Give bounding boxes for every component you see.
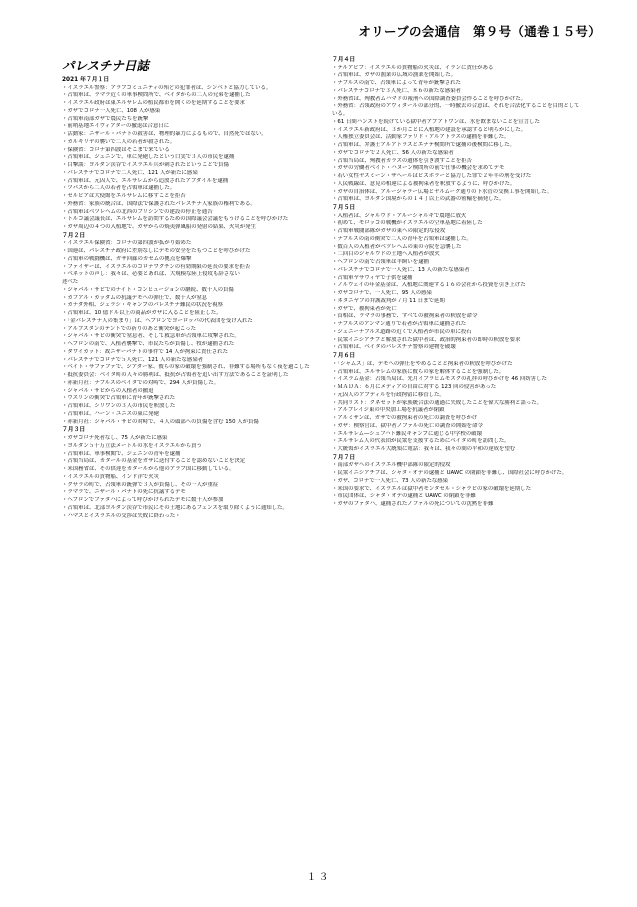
diary-entry: 述べた — [62, 279, 79, 286]
diary-entry: ・パレスチナでコロナで５人死亡、121 人の新たな感染者 — [62, 356, 204, 363]
left-column — [62, 76, 320, 520]
right-column — [332, 56, 582, 509]
diary-entry: ・ジェニーナブルス道路の近くで入植者が市民の車に投石 — [332, 328, 472, 335]
diary-entry: ・ラマラで、ニザール・バナトの死に抗議するデモ — [62, 489, 186, 496]
diary-entry: ・赤新月社：ナブルスのベイタでの対峙で、294 人が負傷した。 — [62, 379, 220, 386]
diary-entry: ・イスラエル新政府は、３か月ごとに入植地の建設を承認すると明らかにした。 — [332, 126, 527, 133]
diary-entry: ・占領軍は、ベイタのパレスチナ警察の建物を破壊 — [332, 344, 456, 351]
diary-entry: ・ベイト・サファファで、ジアダー家、彼らの家の破壊を強制され、非難する場所もなく夜を過ごした — [62, 364, 310, 371]
diary-entry: ・初めて、モロッコの戦機がイスラエルの空軍基地に着陸した — [332, 220, 483, 227]
diary-entry: ・ガザの労働者ベイト・ハヌーン検問所の前で仕事の機会を求めてデモ — [332, 165, 505, 172]
diary-entry: ・占領軍の戦闘機は、ガザ回廊のカセムの拠点を爆撃 — [62, 255, 192, 262]
date-heading: 2021 年７月１日 — [62, 77, 110, 83]
diary-entry: ・占領軍は、ラマラ近くの軍事検問所で、ベイタからの二人の兄弟を逮捕した — [62, 92, 251, 99]
date-heading: ７月５日 — [332, 205, 356, 212]
diary-entry: ・占領軍ヤサウィヤで子供を逮捕 — [332, 274, 413, 281]
diary-entry: ・ガザのファタハ、逮捕されたノファルの死についての沈黙を非難 — [332, 501, 494, 508]
diary-entry: ・外務省：占領政府のアヴィタールの部分的、一時撤去の合意は、それを合法化することを目的としている。 — [332, 103, 580, 118]
diary-entry: ・パレスチナでコロナで一人死亡、13 人の新たな感染者 — [332, 266, 470, 273]
diary-entry: ・占領軍は、ジェニンで、車に発砲したという口実で３人の市民を逮捕 — [62, 154, 235, 161]
diary-entry: ・人民戦線は、意見の相違による被拘束者を釈放するように、呼びかけた。 — [332, 180, 516, 187]
diary-entry: ・大統領がイスラエル大統領に電話：我々は、我々の間の平和の達成を望む — [332, 446, 516, 453]
diary-entry: ・占領軍は、北部ヨルダン渓谷で市民にその土地にあるフェンスを取り除くように通知した。 — [62, 504, 288, 511]
diary-entry: ・外務省は、殉教者ムハマドの報刑への国際調査委員会作ることを呼びかけた。 — [332, 95, 527, 102]
date-heading: ７月２日 — [62, 232, 86, 239]
diary-entry: ・南部ガザへのイスラエル機甲部隊の限定的侵攻 — [332, 462, 451, 469]
diary-entry: ・エルサレム―シュフハト難民キャンプに通じる中学校の破壊 — [332, 430, 482, 437]
diary-entry: ・占領軍は、ハーン・ユニスの東に発砲 — [62, 410, 159, 417]
diary-entry: ・ファイザーは、イスラエルのコロナワクチンの有効期限の延長の要求を拒否 — [62, 263, 251, 270]
diary-entry: ・ヘブロンの南で占領軍は羊飼いを逮捕 — [332, 259, 429, 266]
diary-entry: ・国連は、パレスチナ政府に差別なしにデモの安全をたもつことを呼びかけた — [62, 248, 251, 255]
diary-entry: ・赤新月社：ジャバル・サビの対峙で、４人の頭部への負傷を含む 150 人が負傷 — [62, 418, 259, 425]
diary-entry: ・若い女性ヤスミーン・ザヘールはビズボラーと協力した罪で２年半の刑を受けた — [332, 173, 532, 180]
diary-entry: ・占領軍は、ヨルダン国境からの１４丁以上の武器の密輸を摘発した。 — [332, 196, 505, 203]
diary-entry: ・ネタニヤフの弁護裁判が７月 11 日まで延期 — [332, 297, 445, 304]
diary-entry: ・占領軍は、弁護士アルアトラスとエナテ検問所で逮捕の後検問に移した。 — [332, 142, 515, 149]
diary-entry: ・市民団体は、シャタ・オデの逮捕と UAWC の閉鎖を非難 — [332, 493, 476, 500]
diary-entry: ・ベネットの声し：我々は、必要とあれば、大規模な陸上侵攻も辞さない — [62, 271, 240, 278]
date-heading: ７月７日 — [332, 454, 356, 461]
diary-entry: ・二回目のジャルウドの土地へ入植者が放火 — [332, 251, 440, 258]
diary-entry: ・アルブレイジ東の中央加工場を抗議者が閉鎖 — [332, 407, 445, 414]
diary-entry: ・ナブルスのアンマン通りで若者が占領軍に逮捕された — [332, 321, 467, 328]
date-heading: ７月６日 — [332, 353, 356, 360]
diary-entry: ・カナダ外相、ジェラシ・キャンプのパレスチナ難民の状況を視察 — [62, 302, 224, 309]
diary-entry: ・占領当局は、カタールの基金をガザに送付することを認めないことを決定 — [62, 458, 246, 465]
diary-entry: ・パレスチナでコロナで二人死亡、121 人が新たに感染 — [62, 169, 198, 176]
diary-entry: ・イスラエル保険省：コロナの第四波が拡がり始めた — [62, 240, 192, 247]
diary-entry: ・民衆イニシアチブと解放された獄中者は、政治的拘束者の即時の釈放を要求 — [332, 336, 521, 343]
diary-entry: ・ジャバル・サビからの入植者の撤退 — [62, 387, 154, 394]
diary-entry: ・ヘブロンでファタハによって呼びかけられたデモに数千人が参加 — [62, 497, 224, 504]
page-number: １３ — [306, 872, 331, 883]
document-title: パレスチナ日誌 — [62, 58, 149, 73]
diary-entry: ・アルブスタンのテントでの祈りのあと衝突が起こった — [62, 325, 196, 332]
diary-entry: ・ノルウェイの年金基金は、入植地に関連する１６の会社から投資を引き上げた — [332, 282, 526, 289]
diary-entry: ・「シャムス」は、デモへの弾圧をやめることと拘束者の釈放を呼びかけた — [332, 360, 513, 367]
diary-entry: ・民衆イニシアチブは、シャタ・オデの逮捕と UAWC の閉鎖を非難し、国際社会に呼びかけた。 — [332, 470, 568, 477]
diary-entry: ・入植者は、ジャルウド・アルーシャルキで農地に放火 — [332, 212, 467, 219]
diary-entry: ・占領軍は、ガザの漁業の広域の漁業を開始した。 — [332, 72, 456, 79]
diary-entry: ・占領軍は、軍事検閲で、ジェニンの青年を逮捕 — [62, 450, 181, 457]
diary-entry: ・占領軍戦闘部隊がガザの東への限定的な侵攻 — [332, 228, 446, 235]
diary-entry: ・イスラム基金：占領当局は、先月イブラヒムモスクの礼拝の呼びかけを 46 回妨害した — [332, 376, 547, 383]
diary-entry: ・アルミザンは、ガザでの被拘束者の死亡の調査を呼びかけ — [332, 415, 478, 422]
diary-entry: ・米国の要求で、イスラエルは獄中者モンタセル・シャラビの家の破壊を延期した — [332, 485, 531, 492]
diary-entry: ・ヨルダン５千万立法メートルの水をイスラエルから買う — [62, 442, 202, 449]
diary-entry: ・占領軍は、10 億ドル以上の商品がガザに入ることを阻止した。 — [62, 310, 222, 317]
diary-entry: ・カフアル・カッダムの抗議デモへの弾圧で、数十人が窒息 — [62, 294, 208, 301]
diary-entry: ・エルサレム人の代表団が民衆を支援するためにベイタの町を訪問した。 — [332, 438, 510, 445]
newsletter-header-title: オリーブの会通信 第９号（通巻１５号） — [358, 24, 601, 39]
date-heading: ７月３日 — [62, 427, 86, 434]
diary-entry: ・ジャバル・サビの衝突で窒息者、そして救急車が占領軍に攻撃された。 — [62, 333, 240, 340]
diary-entry: ・ガザコロナ死者なし、75 人が新たに感染 — [62, 435, 168, 442]
diary-entry: ・ＭＡＤＡ：６月にメディアの自由に対する 123 回の侵害があった — [332, 384, 497, 391]
diary-entry: ・クサラの町で、占領軍の銃弾で３人が負傷し、その一人が重症 — [62, 481, 219, 488]
diary-entry: ・占領軍南部ガザで農民たちを銃撃 — [62, 115, 149, 122]
diary-entry: ・ジャバル・サビでのナイト・コンヒュージョンの継続、数十人の負傷 — [62, 286, 234, 293]
diary-entry: ・セルビアは大使館をエルサレムに移すことを拒否 — [62, 193, 186, 200]
diary-entry: ・占領当局は、殉教者カラスの遺体を引き渡すことを拒否 — [332, 157, 472, 164]
diary-entry: ・ガザでコロナ一人死亡、108 人が感染 — [62, 107, 161, 114]
diary-entry: ・イスラエル警察：アラブコミュニティの殆どの犯罪者は、シンベトと協力している。 — [62, 84, 272, 91]
diary-entry: ・ガザ：検察官は、獄中者ノファルの死亡の調査の開始を命令 — [332, 422, 483, 429]
diary-entry: ・テルアビブ：イスラエルの貨物船の火災は、イランに責任がある — [332, 64, 494, 71]
date-heading: ７月４日 — [332, 57, 356, 63]
diary-entry: ・ガザ、コロナで一人死亡、73 人の新たな感染 — [332, 477, 449, 484]
diary-entry: ・活動家：ニザール・バナトの殺害は、物理的暴力によるもので、自然死ではない。 — [62, 131, 267, 138]
diary-entry: ・パレスチナコロナで３人死亡、８６の新たな感染者 — [332, 87, 461, 94]
diary-entry: ・トルコ議会議長は、エルサレムを訪問するための国際議会会議をもうけることを呼びかけた — [62, 216, 289, 223]
diary-entry: ・ダワイカット：故ニザーバナトの事件で 14 人が拘束に責任された — [62, 348, 228, 355]
diary-entry: ・ハマスとイスラエルの交渉は失敗に終わった・ — [62, 512, 181, 519]
diary-entry: ・外務省：家族の統合は、国際法で保護されたパレスチナ人家族の権利である。 — [62, 200, 256, 207]
diary-entry: ・ガザで、被拘束者が死亡 — [332, 305, 397, 312]
diary-entry: ・ガザでコロナで２人死亡、56 人の新たな感染者 — [332, 149, 454, 156]
diary-entry: ・抵抗委員会：ベイタ町の人々の勝利は、抵抗が占領者を追い出す方法であることを証明した — [62, 372, 289, 379]
diary-entry: ・イスラエル政府は東エルサレムの植民都市を開くのを延期することを要求 — [62, 100, 245, 107]
diary-entry: ・ツバスから二人の若者を占領軍は逮捕した。 — [62, 185, 176, 192]
diary-entry: ・イスラエルの貨物船、インド洋で火災 — [62, 473, 159, 480]
diary-entry: ・カルキリヤの襲いで二人の若者が殺された。 — [62, 138, 176, 145]
diary-entry: ・保険省：コロナ第四波はそこまで来ている — [62, 146, 170, 153]
diary-entry: ・ガザ周辺の４つの入植地で、ガザからの焼夷弾風船の発射の結果、火災が発生 — [62, 224, 256, 231]
diary-entry: ・占領軍はベツレヘムの北西のブリシンでの建設の停止を通告 — [62, 208, 213, 215]
diary-entry: ・ナブルスの南の衝突で二人の青年を占領軍は逮捕した。 — [332, 235, 472, 242]
diary-entry: ・占領軍は、エルサレムの家族に彼らの家を解体することを強制した。 — [332, 368, 505, 375]
diary-entry: ・ナブルスの南で、占領軍によって青年が銃撃された — [332, 80, 461, 87]
diary-entry: ・「金パレスチナ人の集まり」は、ヘブロンでヨーロッパの代表団を受け入れた — [62, 317, 253, 324]
diary-entry: ・61 日間ハンストを続けている獄中者アブアトワンは、水を飲まないことを宣言した — [332, 118, 540, 125]
diary-entry: ・占領軍は、元囚人で、エルサレムから追放されたアブダイルを逮捕 — [62, 177, 229, 184]
diary-entry: ・ガザコロナで、一人死亡、95 人の感染 — [332, 290, 432, 297]
diary-entry: ・数百人の入植者がベツレヘムの東の寺院を急襲した — [332, 243, 462, 250]
diary-entry: ・ガザの自治体は、アルージャラー広場とヤルムーク通りの下水管の交換工事を開始した。 — [332, 188, 553, 195]
diary-entry: ・米国務省は、その供達をカタールから他のアラブ国に移動している。 — [62, 466, 235, 473]
diary-entry: ・ヘブロンの南で、入植者襲撃で、市民たちが負傷し、牧が逮捕された — [62, 341, 235, 348]
diary-entry: ・目撃談：ヨルダン渓谷でイスラエル兵が刺されたということで負傷 — [62, 162, 229, 169]
diary-entry: ・占領軍は、シリワンの３人の市民を釈放した — [62, 403, 176, 410]
diary-entry: ・人権独立委員会は、活動家ファリド・アルアトラスの逮捕を非難した。 — [332, 134, 510, 141]
diary-entry: ・共同リスト：クネセットが家族統合法の通過に失敗したことを偉大な勝利と語った。 — [332, 399, 543, 406]
diary-entry: ・元囚人のアブディルを行政拘留に移管した。 — [332, 391, 445, 398]
diary-entry: ・前哨基地エイヴィアターの撤退は合意日に — [62, 123, 170, 130]
diary-entry: ・首相は、ラマラの事務で、すべての被拘束者の釈放を命令 — [332, 313, 478, 320]
diary-entry: ・ウスリンの衝突で占領軍に青年が銃撃された — [62, 395, 176, 402]
